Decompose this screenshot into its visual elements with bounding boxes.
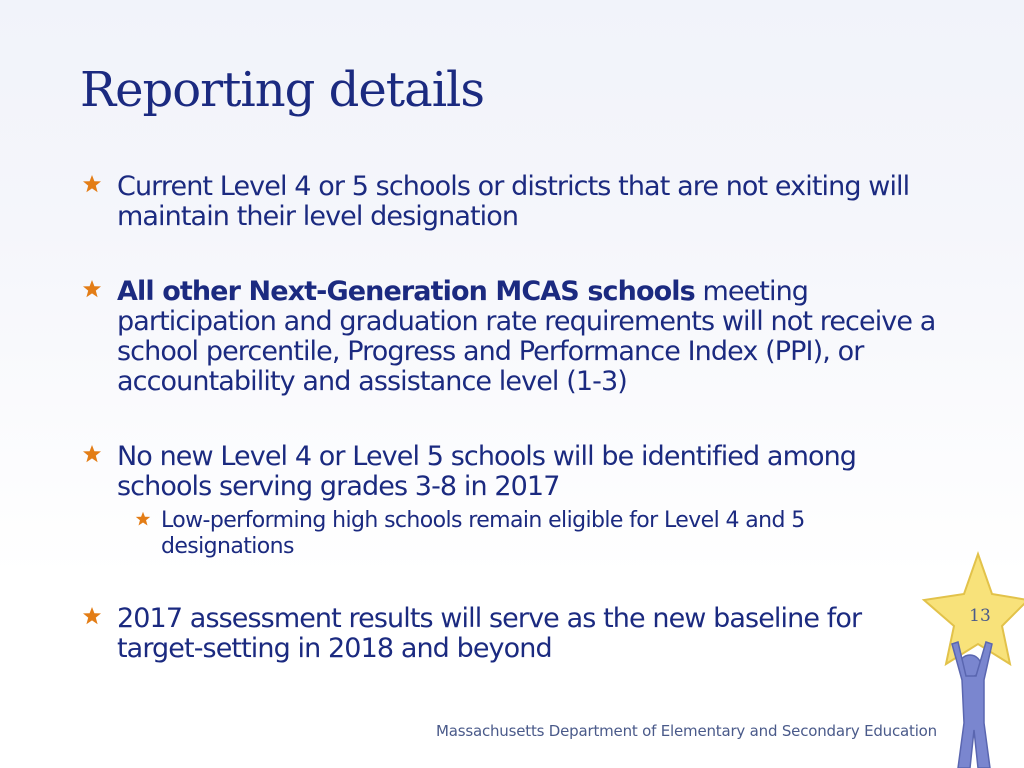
bullet-item	[82, 172, 942, 232]
bullet-text: No new Level 4 or Level 5 schools will be identified among schools serving grades 3-8 in 2017	[117, 441, 857, 502]
bullet-item	[82, 277, 942, 397]
sub-bullet-text: Low-performing high schools remain eligible for Level 4 and 5 designations	[161, 508, 805, 559]
slide-title: Reporting details	[80, 62, 485, 118]
bullet-text: meeting participation and graduation rate requirements will not receive a school percentile, Progress and Performance Index (PPI), or accountability and assistance level (1-3)	[117, 276, 936, 397]
star-bullet-icon	[82, 444, 102, 464]
bullet-item	[82, 604, 942, 664]
star-bullet-icon	[82, 279, 102, 299]
sub-bullet-item	[135, 508, 942, 560]
page-number: 13	[969, 606, 991, 626]
bullet-text: 2017 assessment results will serve as the new baseline for target-setting in 2018 and beyond	[117, 603, 862, 664]
bullet-item	[82, 442, 942, 560]
bullet-bold-text: All other Next-Generation MCAS schools	[117, 276, 695, 307]
star-bullet-icon	[82, 606, 102, 626]
star-bullet-icon	[135, 511, 151, 527]
bullet-list	[82, 172, 942, 664]
bullet-text: Current Level 4 or 5 schools or districts that are not exiting will maintain their level designation	[117, 171, 910, 232]
star-bullet-icon	[82, 174, 102, 194]
footer-text: Massachusetts Department of Elementary and Secondary Education	[436, 722, 937, 740]
